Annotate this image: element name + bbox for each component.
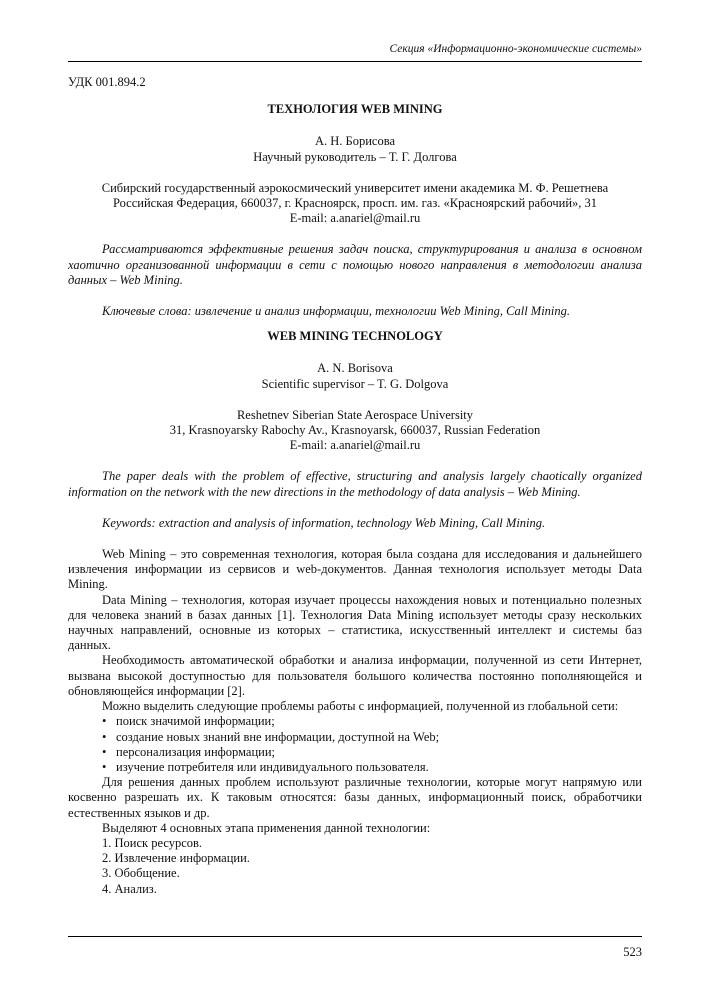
ru-supervisor: Научный руководитель – Т. Г. Долгова xyxy=(253,149,457,164)
ru-address: Российская Федерация, 660037, г. Красноярск, просп. им. газ. «Красноярский рабочий», 31 xyxy=(112,196,598,211)
ru-keywords: Ключевые слова: извлечение и анализ информации, технологии Web Mining, Call Mining. xyxy=(102,304,571,319)
ru-email: E-mail: a.anariel@mail.ru xyxy=(289,211,421,226)
list-item: • создание новых знаний вне информации, доступной на Web; xyxy=(102,730,642,745)
udk-code: УДК 001.894.2 xyxy=(68,75,146,89)
ru-affiliation: Сибирский государственный аэрокосмический университет имени академика М. Ф. Решетнева xyxy=(101,180,609,195)
body-paragraph-5: Для решения данных проблем используют различные технологии, которые могут напрямую или косвенно разрешать их. К таковым относятся: базы данных, информационный поиск, обработчики естественных языков и др. xyxy=(68,775,642,820)
step-item: 2. Извлечение информации. xyxy=(102,851,250,866)
step-item: 4. Анализ. xyxy=(102,881,157,896)
top-rule xyxy=(68,61,642,62)
en-title: WEB MINING TECHNOLOGY xyxy=(267,329,443,344)
page-content xyxy=(68,75,642,897)
list-item: • изучение потребителя или индивидуального пользователя. xyxy=(102,760,642,775)
en-affiliation: Reshetnev Siberian State Aerospace University xyxy=(236,407,474,422)
en-abstract: The paper deals with the problem of effective, structuring and analysis largely chaotically organized information on the network with the new directions in the methodology of data analysis – Web Mining. xyxy=(68,469,642,499)
en-email: E-mail: a.anariel@mail.ru xyxy=(289,438,421,453)
running-head: Секция «Информационно-экономические системы» xyxy=(389,43,642,55)
ru-author: А. Н. Борисова xyxy=(314,134,395,149)
ru-abstract: Рассматриваются эффективные решения задач поиска, структурирования и анализа в основном хаотично организованной информации в сети с помощью нового направления в методологии анализа данных – Web Mining. xyxy=(68,242,642,287)
list-item: • поиск значимой информации; xyxy=(102,714,642,729)
step-item: 1. Поиск ресурсов. xyxy=(102,835,203,850)
en-author: A. N. Borisova xyxy=(317,361,393,376)
list-item: • персонализация информации; xyxy=(102,745,642,760)
step-item: 3. Обобщение. xyxy=(102,866,180,881)
page-number: 523 xyxy=(623,945,642,959)
body-paragraph-4: Можно выделить следующие проблемы работы с информацией, полученной из глобальной сети: xyxy=(102,699,619,714)
en-supervisor: Scientific supervisor – T. G. Dolgova xyxy=(261,376,449,391)
problem-list xyxy=(68,714,642,775)
body-paragraph-3: Необходимость автоматической обработки и анализа информации, полученной из сети Интернет, вызвана высокой доступностью для пользователя большого количества постоянно пополняющейся и обновляющейся информации [2]. xyxy=(68,653,642,698)
en-keywords: Keywords: extraction and analysis of information, technology Web Mining, Call Mining. xyxy=(102,515,546,530)
body-paragraph-2: Data Mining – технология, которая изучает процессы нахождения новых и потенциально полезных для человека знаний в базах данных [1]. Технология Data Mining использует методы сразу нескольких научных направлений, основные из которых – статистика, искусственный интеллект и системы баз данных. xyxy=(68,592,642,653)
body-paragraph-1: Web Mining – это современная технология, которая была создана для исследования и дальнейшего извлечения информации из сервисов и web-документов. Данная технология использует методы Data Mining. xyxy=(68,547,642,592)
bottom-rule xyxy=(68,936,642,937)
body-paragraph-6: Выделяют 4 основных этапа применения данной технологии: xyxy=(102,820,431,835)
ru-title: ТЕХНОЛОГИЯ WEB MINING xyxy=(267,102,443,117)
en-address: 31, Krasnoyarsky Rabochy Av., Krasnoyarsk, 660037, Russian Federation xyxy=(169,423,541,438)
